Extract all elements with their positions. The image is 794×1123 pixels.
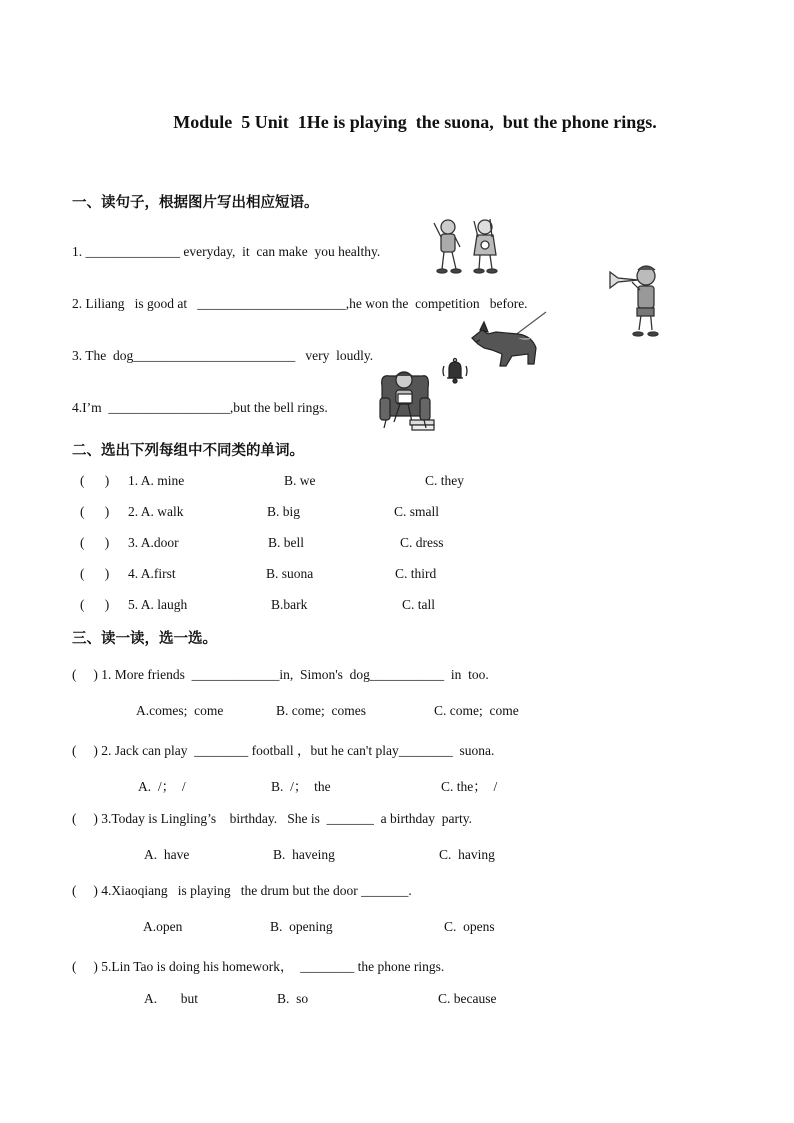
option-b: B. suona: [266, 566, 314, 581]
question-option-a: 3. A.door: [128, 535, 179, 550]
question-text: ( ) 2. Jack can play ________ football ，but he can't play________ suona.: [72, 743, 495, 758]
s1-item-4: 4.I’m __________________,but the bell rings.: [72, 400, 328, 415]
ringing-bell-icon: [440, 356, 470, 390]
option-c: C. dress: [400, 535, 444, 550]
question-text: ( ) 3.Today is Lingling’s birthday. She is _______ a birthday party.: [72, 811, 473, 826]
page-title: Module 5 Unit 1He is playing the suona, but the phone rings.: [173, 112, 657, 132]
option-b: B. we: [284, 473, 316, 488]
option-c: C. third: [395, 566, 437, 581]
option-b: B. /； the: [271, 779, 331, 794]
question-option-a: 2. A. walk: [128, 504, 184, 519]
question-text: ( ) 4.Xiaoqiang is playing the drum but the door _______.: [72, 883, 412, 898]
option-c: C. they: [425, 473, 464, 488]
option-c: C. tall: [402, 597, 435, 612]
option-c: C. opens: [444, 919, 495, 934]
option-a: A. have: [144, 847, 190, 862]
boy-reading-in-armchair-icon: [376, 364, 442, 434]
option-c: C. small: [394, 504, 440, 519]
option-c: C. because: [438, 991, 497, 1006]
option-a: A. but: [144, 991, 198, 1006]
option-c: C. the； /: [441, 779, 498, 794]
answer-bracket[interactable]: ( ): [80, 597, 110, 612]
boy-playing-trumpet-icon: [604, 262, 668, 342]
option-a: A. /； /: [138, 779, 186, 794]
question-option-a: 4. A.first: [128, 566, 176, 581]
s1-item-1: 1. ______________ everyday, it can make you healthy.: [72, 244, 381, 259]
option-b: B. opening: [270, 919, 333, 934]
option-a: A.comes; come: [136, 703, 224, 718]
option-b: B. haveing: [273, 847, 335, 862]
question-option-a: 5. A. laugh: [128, 597, 188, 612]
answer-bracket[interactable]: ( ): [80, 504, 110, 519]
s1-item-3: 3. The dog________________________ very loudly.: [72, 348, 374, 363]
option-b: B. come; comes: [276, 703, 366, 718]
question-text: ( ) 1. More friends _____________in, Simon's dog___________ in too.: [72, 667, 489, 682]
option-c: C. come; come: [434, 703, 519, 718]
s1-item-2: 2. Liliang is good at ______________________,he won the competition before.: [72, 296, 528, 311]
question-option-a: 1. A. mine: [128, 473, 185, 488]
section1-heading: 一、读句子，根据图片写出相应短语。: [72, 195, 319, 211]
option-b: B.bark: [271, 597, 308, 612]
section3-heading: 三、读一读，选一选。: [72, 631, 217, 647]
children-exercising-icon: [430, 215, 506, 275]
barking-dog-icon: [466, 308, 550, 374]
option-b: B. bell: [268, 535, 304, 550]
section2-heading: 二、选出下列每组中不同类的单词。: [72, 443, 304, 459]
answer-bracket[interactable]: ( ): [80, 473, 110, 488]
option-c: C. having: [439, 847, 495, 862]
answer-bracket[interactable]: ( ): [80, 566, 110, 581]
option-a: A.open: [143, 919, 183, 934]
answer-bracket[interactable]: ( ): [80, 535, 110, 550]
option-b: B. big: [267, 504, 301, 519]
option-b: B. so: [277, 991, 309, 1006]
question-text: ( ) 5.Lin Tao is doing his homework， ________ the phone rings.: [72, 959, 445, 974]
